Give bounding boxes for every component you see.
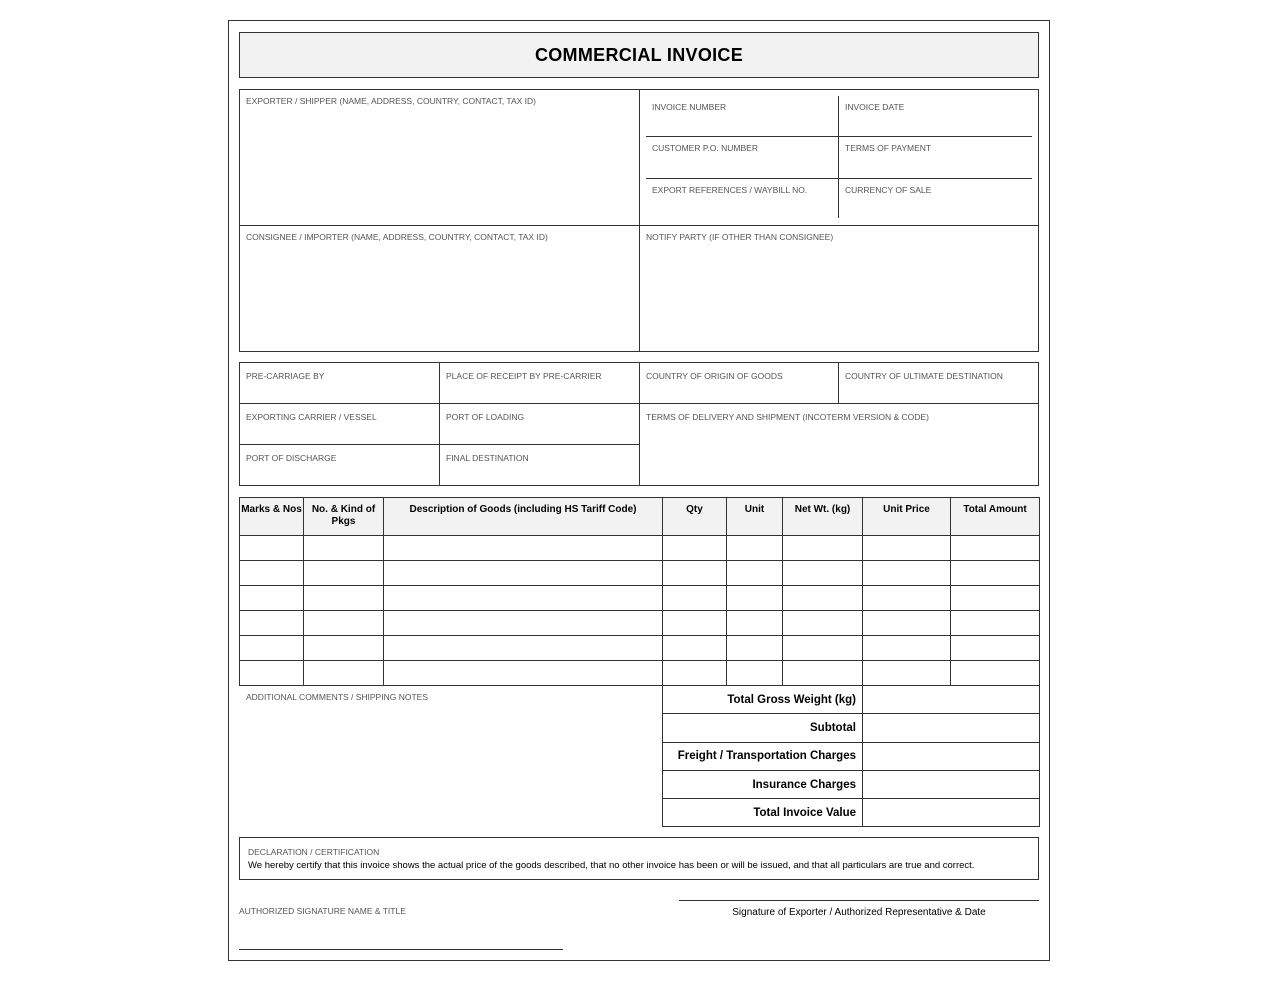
parties-section — [239, 89, 1039, 352]
exporting-carrier-field[interactable] — [240, 404, 439, 444]
table-cell[interactable] — [240, 611, 304, 636]
table-cell[interactable] — [663, 536, 727, 561]
currency-field[interactable] — [839, 179, 1032, 218]
table-cell[interactable] — [304, 636, 384, 661]
freight-label: Freight / Transportation Charges — [663, 742, 863, 770]
table-cell[interactable] — [240, 561, 304, 586]
table-cell[interactable] — [727, 536, 783, 561]
pre-carriage-label: PRE-CARRIAGE BY — [246, 371, 325, 381]
currency-label: CURRENCY OF SALE — [845, 185, 932, 195]
table-cell[interactable] — [783, 636, 863, 661]
table-cell[interactable] — [384, 586, 663, 611]
port-of-loading-field[interactable] — [440, 404, 639, 444]
table-cell[interactable] — [240, 636, 304, 661]
table-cell[interactable] — [727, 636, 783, 661]
terms-of-delivery-label: TERMS OF DELIVERY AND SHIPMENT (INCOTERM VERSION & CODE) — [646, 412, 929, 422]
insurance-value[interactable] — [863, 770, 1040, 798]
table-row — [240, 611, 1040, 636]
table-cell[interactable] — [863, 611, 951, 636]
total-gross-weight-label: Total Gross Weight (kg) — [663, 686, 863, 714]
notify-party-label: NOTIFY PARTY (IF OTHER THAN CONSIGNEE) — [646, 232, 834, 242]
table-cell[interactable] — [727, 661, 783, 686]
table-row — [240, 636, 1040, 661]
terms-of-payment-label: TERMS OF PAYMENT — [845, 143, 932, 153]
column-header-description: Description of Goods (including HS Tariff Code) — [384, 498, 663, 536]
table-cell[interactable] — [663, 636, 727, 661]
consignee-field[interactable] — [240, 226, 639, 351]
table-cell[interactable] — [304, 586, 384, 611]
invoice-date-label: INVOICE DATE — [845, 102, 905, 112]
goods-table — [239, 497, 1040, 686]
insurance-label: Insurance Charges — [663, 770, 863, 798]
comments-label: ADDITIONAL COMMENTS / SHIPPING NOTES — [246, 692, 428, 702]
table-cell[interactable] — [951, 661, 1040, 686]
shipping-section — [239, 362, 1039, 486]
table-row — [240, 536, 1040, 561]
table-cell[interactable] — [384, 636, 663, 661]
total-invoice-value-value[interactable] — [863, 799, 1040, 827]
subtotal-label: Subtotal — [663, 714, 863, 742]
table-cell[interactable] — [304, 611, 384, 636]
table-cell[interactable] — [951, 561, 1040, 586]
table-cell[interactable] — [951, 586, 1040, 611]
signature-name-title-label: AUTHORIZED SIGNATURE NAME & TITLE — [239, 906, 406, 916]
table-cell[interactable] — [663, 661, 727, 686]
place-of-receipt-field[interactable] — [440, 363, 639, 403]
comments-field[interactable] — [239, 685, 661, 827]
port-of-discharge-label: PORT OF DISCHARGE — [246, 453, 337, 463]
table-cell[interactable] — [863, 561, 951, 586]
column-header-qty: Qty — [663, 498, 727, 536]
final-destination-label: FINAL DESTINATION — [446, 453, 529, 463]
column-header-unit-price: Unit Price — [863, 498, 951, 536]
table-cell[interactable] — [384, 661, 663, 686]
country-of-origin-label: COUNTRY OF ORIGIN OF GOODS — [646, 371, 783, 381]
notify-party-field[interactable] — [640, 226, 1038, 351]
port-of-loading-label: PORT OF LOADING — [446, 412, 525, 422]
table-cell[interactable] — [663, 586, 727, 611]
export-references-field[interactable] — [646, 179, 838, 218]
declaration-text: We hereby certify that this invoice shows the actual price of the goods described, that no other invoice has been or will be issued, and that all particulars are true and correct. — [248, 860, 975, 871]
table-cell[interactable] — [951, 636, 1040, 661]
table-cell[interactable] — [384, 611, 663, 636]
table-cell[interactable] — [240, 586, 304, 611]
table-cell[interactable] — [240, 661, 304, 686]
table-cell[interactable] — [384, 536, 663, 561]
customer-po-field[interactable] — [646, 137, 838, 178]
place-of-receipt-label: PLACE OF RECEIPT BY PRE-CARRIER — [446, 371, 602, 381]
pre-carriage-field[interactable] — [240, 363, 439, 403]
subtotal-value[interactable] — [863, 714, 1040, 742]
invoice-number-label: INVOICE NUMBER — [652, 102, 727, 112]
table-cell[interactable] — [783, 611, 863, 636]
totals-table — [662, 685, 1040, 827]
goods-table-header — [240, 498, 1040, 536]
port-of-discharge-field[interactable] — [240, 445, 439, 485]
country-of-destination-label: COUNTRY OF ULTIMATE DESTINATION — [845, 371, 1003, 381]
total-gross-weight-value[interactable] — [863, 686, 1040, 714]
table-cell[interactable] — [304, 536, 384, 561]
column-header-marks: Marks & Nos — [240, 498, 304, 536]
signature-caption: Signature of Exporter / Authorized Representative & Date — [732, 907, 986, 918]
table-cell[interactable] — [727, 561, 783, 586]
table-cell[interactable] — [304, 561, 384, 586]
terms-of-delivery-field[interactable] — [640, 404, 1038, 485]
table-cell[interactable] — [863, 586, 951, 611]
total-gross-weight-row — [663, 686, 1040, 714]
column-header-unit: Unit — [727, 498, 783, 536]
exporting-carrier-label: EXPORTING CARRIER / VESSEL — [246, 412, 377, 422]
table-cell[interactable] — [783, 586, 863, 611]
invoice-number-field[interactable] — [646, 96, 838, 136]
country-of-destination-field[interactable] — [839, 363, 1038, 403]
table-row — [240, 661, 1040, 686]
table-cell[interactable] — [863, 661, 951, 686]
table-cell[interactable] — [951, 536, 1040, 561]
table-cell[interactable] — [663, 561, 727, 586]
table-cell[interactable] — [727, 586, 783, 611]
table-row — [240, 586, 1040, 611]
column-header-total-amount: Total Amount — [951, 498, 1040, 536]
declaration-box — [239, 837, 1039, 880]
subtotal-row — [663, 714, 1040, 742]
table-cell[interactable] — [951, 611, 1040, 636]
table-cell[interactable] — [783, 561, 863, 586]
exporter-field[interactable] — [240, 90, 639, 225]
signature-name-line[interactable] — [239, 949, 563, 950]
invoice-info-grid — [646, 96, 1032, 218]
table-cell[interactable] — [783, 536, 863, 561]
terms-of-payment-field[interactable] — [839, 137, 1032, 178]
table-cell[interactable] — [863, 636, 951, 661]
table-cell[interactable] — [240, 536, 304, 561]
table-cell[interactable] — [384, 561, 663, 586]
title-bar — [239, 32, 1039, 78]
column-header-net-weight: Net Wt. (kg) — [783, 498, 863, 536]
table-cell[interactable] — [304, 661, 384, 686]
column-header-packages: No. & Kind of Pkgs — [304, 498, 384, 536]
invoice-page — [228, 20, 1050, 961]
declaration-label: DECLARATION / CERTIFICATION — [248, 847, 380, 857]
table-row — [240, 561, 1040, 586]
table-cell[interactable] — [727, 611, 783, 636]
table-cell[interactable] — [663, 611, 727, 636]
page-title: COMMERCIAL INVOICE — [534, 44, 744, 65]
export-references-label: EXPORT REFERENCES / WAYBILL NO. — [652, 185, 808, 195]
final-destination-field[interactable] — [440, 445, 639, 485]
signature-line[interactable] — [679, 900, 1039, 901]
consignee-label: CONSIGNEE / IMPORTER (NAME, ADDRESS, COUNTRY, CONTACT, TAX ID) — [246, 232, 548, 242]
invoice-date-field[interactable] — [839, 96, 1032, 136]
exporter-label: EXPORTER / SHIPPER (NAME, ADDRESS, COUNTRY, CONTACT, TAX ID) — [246, 96, 536, 106]
insurance-row — [663, 770, 1040, 798]
table-cell[interactable] — [783, 661, 863, 686]
freight-value[interactable] — [863, 742, 1040, 770]
total-invoice-value-row — [663, 799, 1040, 827]
total-invoice-value-label: Total Invoice Value — [663, 799, 863, 827]
country-of-origin-field[interactable] — [640, 363, 838, 403]
freight-row — [663, 742, 1040, 770]
customer-po-label: CUSTOMER P.O. NUMBER — [652, 143, 758, 153]
table-cell[interactable] — [863, 536, 951, 561]
